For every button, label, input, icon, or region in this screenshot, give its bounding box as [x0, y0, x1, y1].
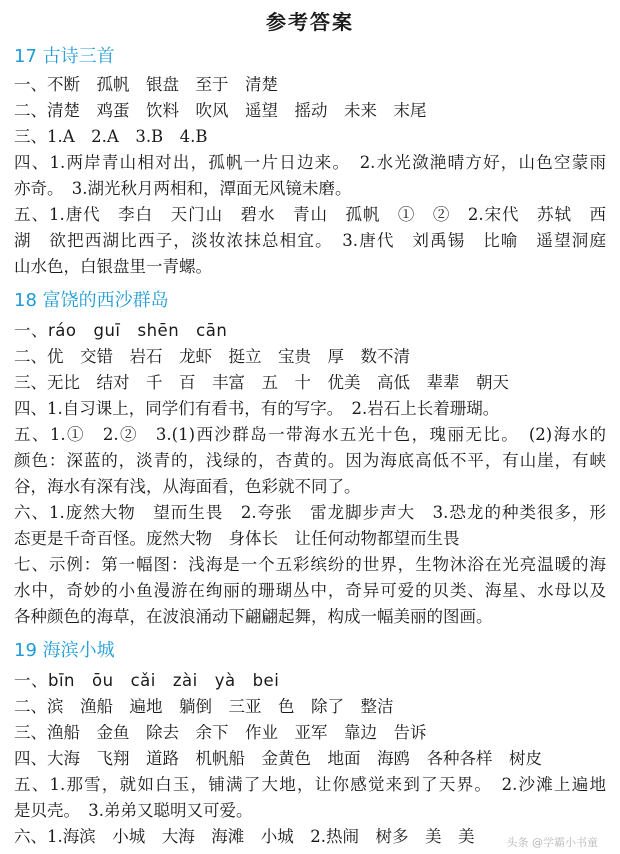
watermark: 头条 @学霸小书童: [506, 836, 598, 849]
s19-line-5: 五、1.那雪，就如白玉，铺满了大地，让你感觉来到了天界。 2.沙滩上遍地: [14, 775, 606, 794]
section-17-heading: 17 古诗三首: [14, 46, 115, 67]
s17-line-1: 一、不断 孤帆 银盘 至于 清楚: [14, 75, 278, 94]
s17-line-8: 山水色，白银盘里一青螺。: [14, 257, 212, 276]
s18-line-5: 五、1.① 2.② 3.(1)西沙群岛一带海水五光十色，瑰丽无比。 (2)海水的: [14, 425, 606, 444]
s19-line-1: 一、bīn ōu cǎi zài yà bei: [14, 671, 280, 690]
s17-line-7: 湖 欲把西湖比西子，淡妆浓抹总相宜。 3.唐代 刘禹锡 比喻 遥望洞庭: [14, 231, 606, 250]
s17-line-5: 亦奇。 3.湖光秋月两相和，潭面无风镜未磨。: [14, 179, 352, 198]
s19-line-3: 三、渔船 金鱼 除去 余下 作业 亚军 靠边 告诉: [14, 723, 427, 742]
s18-line-7: 谷，海水有深有浅，从海面看，色彩就不同了。: [14, 477, 361, 496]
s18-line-12: 各种颜色的海草，在波浪涌动下翩翩起舞，构成一幅美丽的图画。: [14, 607, 493, 626]
s18-line-3: 三、无比 结对 千 百 丰富 五 十 优美 高低 辈辈 朝天: [14, 373, 509, 392]
s17-line-3: 三、1.A 2.A 3.B 4.B: [14, 127, 208, 146]
section-19-heading: 19 海滨小城: [14, 640, 115, 661]
s17-line-4: 四、1.两岸青山相对出，孤帆一片日边来。 2.水光潋滟晴方好，山色空蒙雨: [14, 153, 606, 172]
s19-line-7: 六、1.海滨 小城 大海 海滩 小城 2.热闹 树多 美 美: [14, 827, 475, 846]
s18-line-6: 颜色：深蓝的，淡青的，浅绿的，杏黄的。因为海底高低不平，有山崖，有峡: [14, 451, 606, 470]
page-title: 参考答案: [266, 10, 354, 34]
s17-line-2: 二、清楚 鸡蛋 饮料 吹风 遥望 摇动 未来 末尾: [14, 101, 427, 120]
s18-line-1: 一、ráo guī shēn cān: [14, 321, 228, 340]
s17-line-6: 五、1.唐代 李白 天门山 碧水 青山 孤帆 ① ② 2.宋代 苏轼 西: [14, 205, 606, 224]
section-18-heading: 18 富饶的西沙群岛: [14, 290, 169, 311]
s18-line-9: 态更是千奇百怪。庞然大物 身体长 让任何动物都望而生畏: [14, 529, 460, 548]
s18-line-4: 四、1.自习课上，同学们有看书，有的写字。 2.岩石上长着珊瑚。: [14, 399, 500, 418]
s19-line-6: 是贝壳。 3.弟弟又聪明又可爱。: [14, 801, 253, 820]
s19-line-2: 二、滨 渔船 遍地 躺倒 三亚 色 除了 整洁: [14, 697, 394, 716]
s18-line-2: 二、优 交错 岩石 龙虾 挺立 宝贵 厚 数不清: [14, 347, 410, 366]
s18-line-8: 六、1.庞然大物 望而生畏 2.夸张 雷龙脚步声大 3.恐龙的种类很多，形: [14, 503, 606, 522]
s18-line-11: 水中，奇妙的小鱼漫游在绚丽的珊瑚丛中，奇异可爱的贝类、海星、水母以及: [14, 581, 606, 600]
s19-line-4: 四、大海 飞翔 道路 机帆船 金黄色 地面 海鸥 各种各样 树皮: [14, 749, 542, 768]
s18-line-10: 七、示例：第一幅图：浅海是一个五彩缤纷的世界，生物沐浴在光亮温暖的海: [14, 555, 606, 574]
